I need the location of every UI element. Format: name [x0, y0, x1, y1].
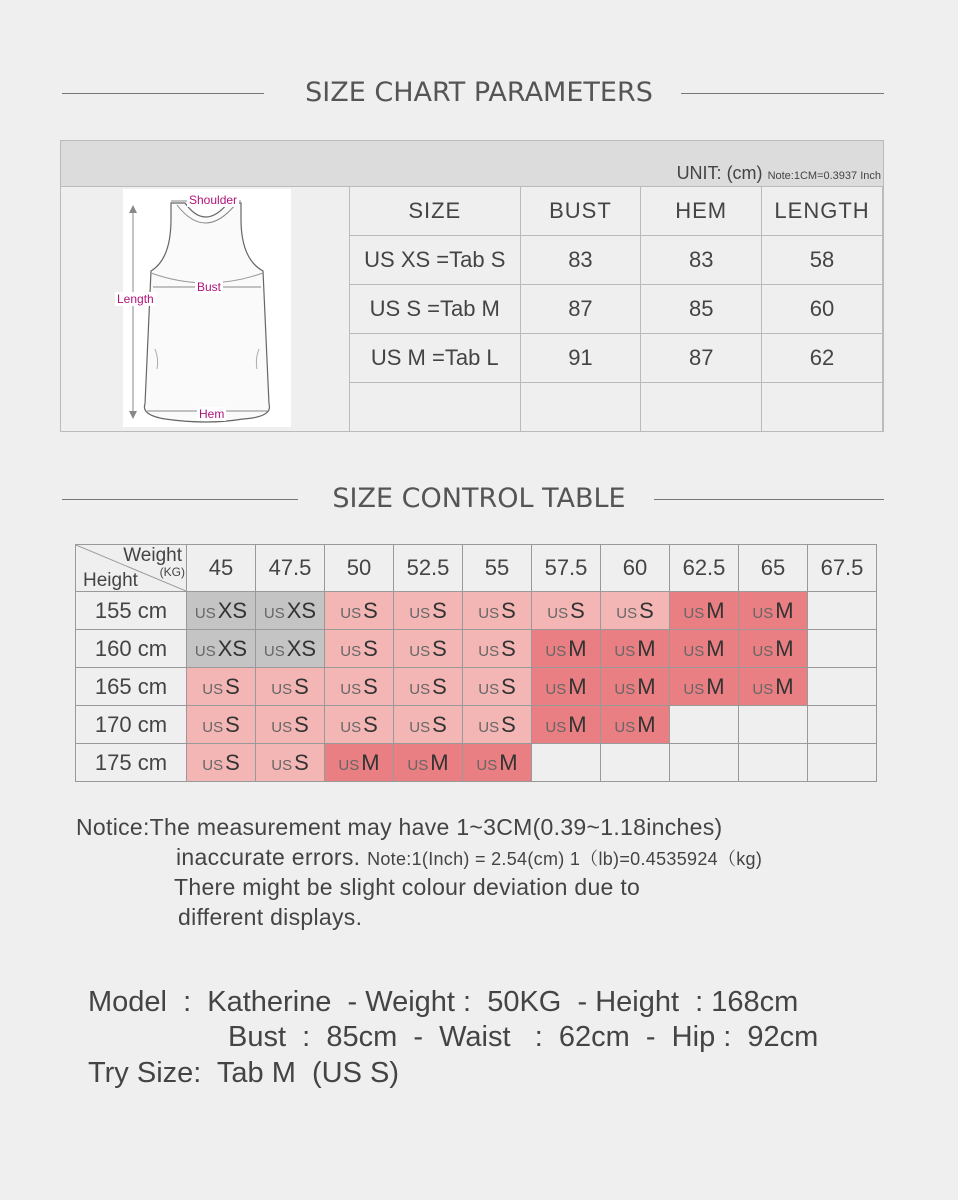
us-prefix: US [614, 642, 636, 660]
size-value: S [363, 635, 378, 661]
size-value: M [775, 635, 794, 661]
label-shoulder: Shoulder [189, 193, 238, 207]
header-size: SIZE [350, 187, 521, 236]
size-recommendation-cell [601, 706, 670, 744]
notice-line-2: inaccurate errors. Note:1(Inch) = 2.54(cm) 1（lb)=0.4535924（kg) [176, 844, 763, 870]
size-recommendation-cell [325, 744, 394, 782]
corner-header [76, 545, 187, 592]
size-recommendation-cell [739, 630, 808, 668]
size-chart-panel [60, 140, 884, 432]
size-value: S [432, 673, 447, 699]
size-recommendation-cell [187, 668, 256, 706]
size-value: M [706, 673, 725, 699]
height-cell: 155 cm [76, 592, 187, 630]
size-cell [350, 383, 521, 432]
corner-height-label: Height [83, 570, 138, 591]
us-prefix: US [271, 756, 293, 774]
table-row [76, 744, 877, 782]
us-prefix: US [194, 604, 216, 622]
size-recommendation-cell [532, 668, 601, 706]
size-chart-title: SIZE CHART PARAMETERS [0, 77, 958, 108]
size-recommendation-cell [325, 668, 394, 706]
table-row [76, 668, 877, 706]
size-cell: US M =Tab L [350, 334, 521, 383]
size-value: S [570, 597, 585, 623]
size-recommendation-cell [187, 592, 256, 630]
size-value: M [499, 749, 518, 775]
control-table-title: SIZE CONTROL TABLE [0, 483, 958, 514]
header-length: LENGTH [762, 187, 883, 236]
size-recommendation-cell [670, 592, 739, 630]
size-recommendation-cell [463, 668, 532, 706]
size-value: S [294, 711, 309, 737]
size-recommendation-cell [808, 630, 877, 668]
size-value: XS [217, 597, 248, 623]
size-recommendation-cell [808, 744, 877, 782]
size-recommendation-cell [394, 668, 463, 706]
bust-cell: 91 [520, 334, 641, 383]
size-recommendation-cell [256, 630, 325, 668]
size-recommendation-cell [670, 668, 739, 706]
size-value: S [639, 597, 654, 623]
height-cell: 175 cm [76, 744, 187, 782]
size-recommendation-cell [808, 592, 877, 630]
size-recommendation-cell [394, 630, 463, 668]
bust-cell [520, 383, 641, 432]
length-cell: 58 [762, 236, 883, 285]
unit-header-bar [61, 141, 883, 187]
hem-cell: 85 [641, 285, 762, 334]
size-value: S [225, 673, 240, 699]
weight-header-cell: 52.5 [394, 545, 463, 592]
label-length: Length [117, 292, 154, 306]
size-value: S [501, 597, 516, 623]
us-prefix: US [340, 680, 362, 698]
us-prefix: US [340, 718, 362, 736]
weight-header-cell: 45 [187, 545, 256, 592]
unit-label: UNIT: (cm) Note:1CM=0.3937 Inch [676, 163, 881, 183]
model-info-line-1: Model : Katherine - Weight : 50KG - Height : 168cm [88, 986, 799, 1018]
size-parameters-table [349, 186, 883, 432]
size-cell: US XS =Tab S [350, 236, 521, 285]
tank-top-illustration [123, 189, 291, 427]
height-cell: 165 cm [76, 668, 187, 706]
header-hem: HEM [641, 187, 762, 236]
us-prefix: US [545, 642, 567, 660]
notice-line-4: different displays. [178, 904, 363, 930]
us-prefix: US [547, 604, 569, 622]
table-row [76, 592, 877, 630]
size-recommendation-cell [739, 706, 808, 744]
us-prefix: US [271, 718, 293, 736]
size-value: S [432, 597, 447, 623]
weight-header-row [76, 545, 877, 592]
notice-line-1: Notice:The measurement may have 1~3CM(0.39~1.18inches) [76, 814, 723, 840]
size-value: S [501, 635, 516, 661]
garment-diagram [117, 189, 291, 427]
size-recommendation-cell [670, 744, 739, 782]
us-prefix: US [202, 718, 224, 736]
size-value: M [637, 673, 656, 699]
weight-header-cell: 47.5 [256, 545, 325, 592]
size-value: M [706, 635, 725, 661]
us-prefix: US [340, 642, 362, 660]
us-prefix: US [338, 756, 360, 774]
size-value: M [568, 635, 587, 661]
size-value: XS [286, 597, 317, 623]
size-value: S [225, 749, 240, 775]
us-prefix: US [202, 680, 224, 698]
length-cell: 62 [762, 334, 883, 383]
size-value: S [225, 711, 240, 737]
model-info-line-3: Try Size: Tab M (US S) [88, 1057, 399, 1089]
size-value: S [501, 673, 516, 699]
size-recommendation-cell [256, 706, 325, 744]
bust-cell: 83 [520, 236, 641, 285]
size-value: S [363, 711, 378, 737]
us-prefix: US [752, 604, 774, 622]
us-prefix: US [407, 756, 429, 774]
us-prefix: US [409, 642, 431, 660]
size-value: M [430, 749, 449, 775]
us-prefix: US [545, 718, 567, 736]
table-header-row [350, 187, 883, 236]
size-recommendation-cell [187, 706, 256, 744]
size-recommendation-cell [670, 630, 739, 668]
us-prefix: US [478, 604, 500, 622]
us-prefix: US [752, 642, 774, 660]
size-recommendation-cell [325, 630, 394, 668]
us-prefix: US [194, 642, 216, 660]
size-value: M [637, 635, 656, 661]
us-prefix: US [478, 642, 500, 660]
us-prefix: US [683, 680, 705, 698]
size-recommendation-cell [187, 630, 256, 668]
size-recommendation-cell [739, 592, 808, 630]
hem-cell: 87 [641, 334, 762, 383]
height-cell: 170 cm [76, 706, 187, 744]
bust-cell: 87 [520, 285, 641, 334]
hem-cell: 83 [641, 236, 762, 285]
notice-line-3: There might be slight colour deviation due to [174, 874, 641, 900]
label-hem: Hem [199, 407, 225, 421]
size-recommendation-cell [463, 706, 532, 744]
us-prefix: US [545, 680, 567, 698]
size-recommendation-cell [394, 706, 463, 744]
size-value: S [432, 635, 447, 661]
table-row [350, 236, 883, 285]
size-control-table [75, 544, 877, 782]
length-cell [762, 383, 883, 432]
size-value: S [294, 673, 309, 699]
weight-header-cell: 55 [463, 545, 532, 592]
size-value: S [363, 673, 378, 699]
weight-header-cell: 60 [601, 545, 670, 592]
size-recommendation-cell [256, 668, 325, 706]
us-prefix: US [202, 756, 224, 774]
table-row [76, 630, 877, 668]
us-prefix: US [263, 604, 285, 622]
size-value: S [432, 711, 447, 737]
size-recommendation-cell [670, 706, 739, 744]
us-prefix: US [409, 718, 431, 736]
size-value: M [568, 711, 587, 737]
table-row [350, 334, 883, 383]
weight-header-cell: 67.5 [808, 545, 877, 592]
table-row [76, 706, 877, 744]
us-prefix: US [271, 680, 293, 698]
us-prefix: US [683, 604, 705, 622]
size-recommendation-cell [601, 592, 670, 630]
size-recommendation-cell [601, 668, 670, 706]
us-prefix: US [752, 680, 774, 698]
us-prefix: US [340, 604, 362, 622]
size-recommendation-cell [808, 706, 877, 744]
table-row [350, 383, 883, 432]
size-recommendation-cell [532, 630, 601, 668]
size-recommendation-cell [532, 706, 601, 744]
table-row [350, 285, 883, 334]
height-cell: 160 cm [76, 630, 187, 668]
size-recommendation-cell [256, 592, 325, 630]
size-recommendation-cell [394, 744, 463, 782]
label-bust: Bust [197, 280, 222, 294]
size-recommendation-cell [325, 592, 394, 630]
weight-header-cell: 65 [739, 545, 808, 592]
weight-header-cell: 50 [325, 545, 394, 592]
size-value: XS [217, 635, 248, 661]
size-recommendation-cell [187, 744, 256, 782]
us-prefix: US [616, 604, 638, 622]
us-prefix: US [614, 680, 636, 698]
us-prefix: US [614, 718, 636, 736]
size-recommendation-cell [739, 668, 808, 706]
hem-cell [641, 383, 762, 432]
us-prefix: US [683, 642, 705, 660]
size-value: M [775, 597, 794, 623]
size-recommendation-cell [601, 744, 670, 782]
size-value: M [706, 597, 725, 623]
size-recommendation-cell [325, 706, 394, 744]
size-value: M [637, 711, 656, 737]
size-recommendation-cell [394, 592, 463, 630]
size-value: M [568, 673, 587, 699]
size-value: XS [286, 635, 317, 661]
size-value: M [775, 673, 794, 699]
weight-header-cell: 57.5 [532, 545, 601, 592]
size-value: S [294, 749, 309, 775]
weight-header-cell: 62.5 [670, 545, 739, 592]
us-prefix: US [478, 718, 500, 736]
size-recommendation-cell [601, 630, 670, 668]
corner-weight-label: Weight [123, 545, 182, 566]
length-cell: 60 [762, 285, 883, 334]
size-recommendation-cell [532, 744, 601, 782]
size-cell: US S =Tab M [350, 285, 521, 334]
model-info-line-2: Bust : 85cm - Waist : 62cm - Hip : 92cm [228, 1021, 819, 1053]
size-recommendation-cell [256, 744, 325, 782]
size-recommendation-cell [808, 668, 877, 706]
size-value: S [363, 597, 378, 623]
us-prefix: US [476, 756, 498, 774]
size-recommendation-cell [739, 744, 808, 782]
header-bust: BUST [520, 187, 641, 236]
size-value: S [501, 711, 516, 737]
size-recommendation-cell [463, 630, 532, 668]
size-recommendation-cell [532, 592, 601, 630]
size-value: M [361, 749, 380, 775]
us-prefix: US [409, 680, 431, 698]
us-prefix: US [409, 604, 431, 622]
corner-kg-label: (KG) [159, 565, 185, 579]
size-recommendation-cell [463, 592, 532, 630]
us-prefix: US [478, 680, 500, 698]
size-recommendation-cell [463, 744, 532, 782]
us-prefix: US [263, 642, 285, 660]
